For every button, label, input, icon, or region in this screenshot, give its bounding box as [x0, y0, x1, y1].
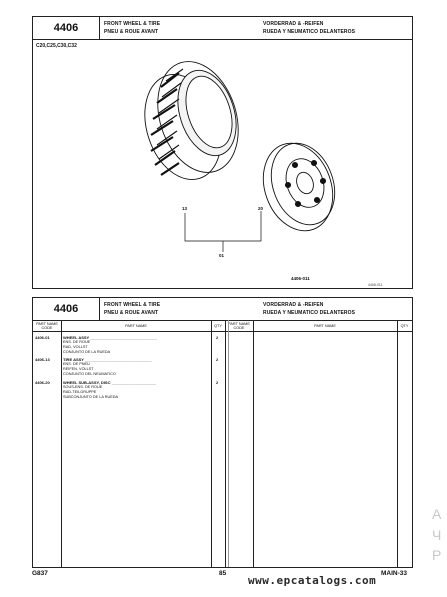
title-german: VORDERRAD & -REIFEN [263, 21, 324, 27]
col-qty-left: QTY [214, 323, 222, 328]
part-name-de: RAD, VOLLST [63, 345, 88, 349]
col-part-name-code-left: PART NAME CODE [36, 321, 58, 330]
wheel-tire-drawing [33, 47, 412, 282]
tire-illustration [132, 51, 252, 189]
watermark: www.epcatalogs.com [248, 574, 377, 587]
wheel-disc-illustration [252, 133, 346, 240]
part-name: WHEEL ASSY ______________________________ [63, 335, 158, 340]
part-qty: 2 [216, 335, 219, 340]
col-part-name-code-right: PART NAME CODE [228, 321, 250, 330]
col-part-name-left: PART NAME [125, 323, 147, 328]
parts-list-header [33, 298, 412, 321]
illustration-panel [32, 16, 413, 289]
part-name-fr: ENS. DE PNEU [63, 362, 90, 366]
illustration-header [33, 17, 412, 40]
footer-right-code: MAIN-33 [381, 570, 408, 577]
figure-id: 4406-011 [291, 276, 310, 281]
callout-wheel: 20 [258, 206, 264, 211]
parts-title-german: VORDERRAD & -REIFEN [263, 302, 324, 308]
part-name-es: SUBCONJUNTO DE LA RUEDA [63, 395, 118, 399]
title-english: FRONT WHEEL & TIRE [104, 21, 161, 27]
figure-id-small: 4406-011 [368, 283, 383, 287]
edge-glyph-1: А [432, 506, 442, 522]
part-code: 4406-01 [35, 335, 50, 340]
edge-glyph-2: Ч [432, 527, 442, 543]
parts-title-french: PNEU & ROUE AVANT [104, 310, 159, 316]
footer-left-code: G837 [32, 570, 48, 577]
column-headers [33, 320, 412, 332]
edge-glyph-3: Р [432, 547, 442, 563]
part-qty: 2 [216, 380, 219, 385]
part-code: 4406-13 [35, 357, 50, 362]
part-name-fr: SOUS-ENS. DE ROUE [63, 385, 103, 389]
catalog-page [29, 0, 415, 597]
parts-title-spanish: RUEDA Y NEUMATICO DELANTEROS [263, 310, 356, 316]
callout-bracket [185, 211, 261, 241]
parts-title-english: FRONT WHEEL & TIRE [104, 302, 161, 308]
part-name-es: CONJUNTO DE LA RUEDA [63, 350, 111, 354]
part-qty: 2 [216, 357, 219, 362]
part-name-de: RAD-TEILGRUPPE [63, 390, 97, 394]
part-name-de: REIFEN, VOLLST [63, 367, 94, 371]
col-part-name-right: PART NAME [314, 323, 336, 328]
parts-list-panel [32, 297, 413, 568]
parts-section-number: 4406 [33, 298, 100, 320]
part-name-es: CONJUNTO DEL NEUMATICO [63, 372, 116, 376]
part-code: 4406-20 [35, 380, 50, 385]
title-spanish: RUEDA Y NEUMATICO DELANTEROS [263, 29, 356, 35]
callout-tire: 13 [182, 206, 188, 211]
col-qty-right: QTY [400, 323, 409, 328]
callout-assembly: 01 [219, 253, 225, 258]
part-name: WHEEL SUB-ASSY, DISC ____________________ [63, 380, 157, 385]
section-number: 4406 [33, 17, 100, 39]
model-list: C20,C25,C30,C32 [36, 43, 77, 49]
title-french: PNEU & ROUE AVANT [104, 29, 159, 35]
part-name: TIRE ASSY ______________________________ [63, 357, 152, 362]
page-number: 85 [219, 570, 227, 577]
part-name-fr: ENS. DE ROUE [63, 340, 91, 344]
